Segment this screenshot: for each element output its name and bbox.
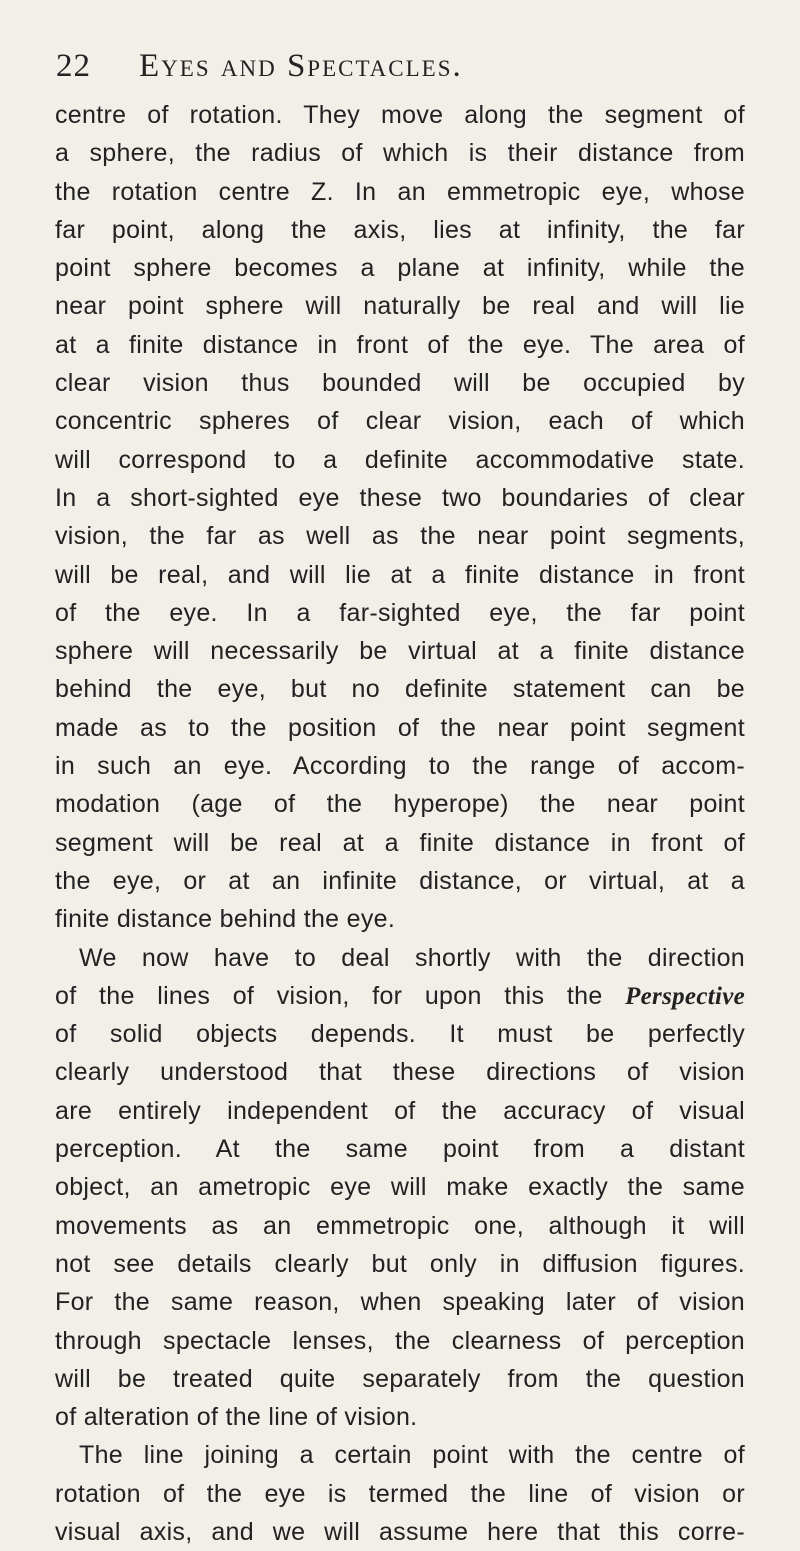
text-line: vision, the far as well as the near point segments,	[55, 522, 745, 551]
paragraph-end-line: finite distance behind the eye.	[55, 905, 396, 934]
text-line: will be real, and will lie at a finite distance in front	[55, 560, 745, 589]
running-head	[56, 48, 463, 85]
text-line: at a finite distance in front of the eye. The area of	[55, 330, 745, 359]
text-line: behind the eye, but no definite statement can be	[55, 675, 745, 704]
text-line: concentric spheres of clear vision, each of which	[55, 407, 745, 436]
text-line: are entirely independent of the accuracy of visual	[55, 1096, 745, 1125]
text-line: of the eye. In a far-sighted eye, the far point	[55, 598, 745, 627]
text-line: not see details clearly but only in diffusion figures.	[55, 1249, 745, 1278]
text-line: movements as an emmetropic one, although it will	[55, 1211, 745, 1240]
text-line: of solid objects depends. It must be perfectly	[55, 1020, 745, 1049]
text-line: object, an ametropic eye will make exactly the same	[55, 1173, 745, 1202]
text-line: perception. At the same point from a distant	[55, 1135, 745, 1164]
text-line: will be treated quite separately from the question	[55, 1364, 745, 1393]
text-line: a sphere, the radius of which is their distance from	[55, 139, 745, 168]
paragraph-first-line: The line joining a certain point with the centre of	[79, 1441, 745, 1470]
text-line: clear vision thus bounded will be occupied by	[55, 369, 745, 398]
text-line: sphere will necessarily be virtual at a finite distance	[55, 637, 745, 666]
text-line: For the same reason, when speaking later of vision	[55, 1288, 745, 1317]
text-line: in such an eye. According to the range of accom-	[55, 752, 745, 781]
text-line: segment will be real at a finite distance in front of	[55, 828, 745, 857]
paragraph-first-line: We now have to deal shortly with the direction	[79, 943, 745, 972]
paragraph-end-line: of alteration of the line of vision.	[55, 1403, 418, 1432]
text-line: near point sphere will naturally be real and will lie	[55, 292, 745, 321]
text-line: far point, along the axis, lies at infinity, the far	[55, 215, 745, 244]
text-line	[55, 977, 745, 1015]
text-line: the eye, or at an infinite distance, or virtual, at a	[55, 866, 745, 895]
text-line: In a short-sighted eye these two boundaries of clear	[55, 483, 745, 512]
text-line: through spectacle lenses, the clearness of perception	[55, 1326, 745, 1355]
italic-term: Perspective	[625, 982, 745, 1010]
text-line: the rotation centre Z. In an emmetropic eye, whose	[55, 177, 745, 206]
text-line: clearly understood that these directions of vision	[55, 1058, 745, 1087]
text-line: modation (age of the hyperope) the near point	[55, 790, 745, 819]
text-line: point sphere becomes a plane at infinity, while the	[55, 254, 745, 283]
text-line: visual axis, and we will assume here that this corre-	[55, 1517, 745, 1546]
text-line: centre of rotation. They move along the segment of	[55, 101, 745, 129]
page-number: 22	[56, 48, 91, 84]
running-title: Eyes and Spectacles.	[139, 48, 463, 84]
body-text	[55, 96, 745, 1551]
text-run: of the lines of vision, for upon this the	[55, 981, 626, 1010]
text-line: rotation of the eye is termed the line of vision or	[55, 1479, 745, 1508]
text-line: made as to the position of the near point segment	[55, 713, 745, 742]
text-line: will correspond to a definite accommodative state.	[55, 445, 745, 474]
